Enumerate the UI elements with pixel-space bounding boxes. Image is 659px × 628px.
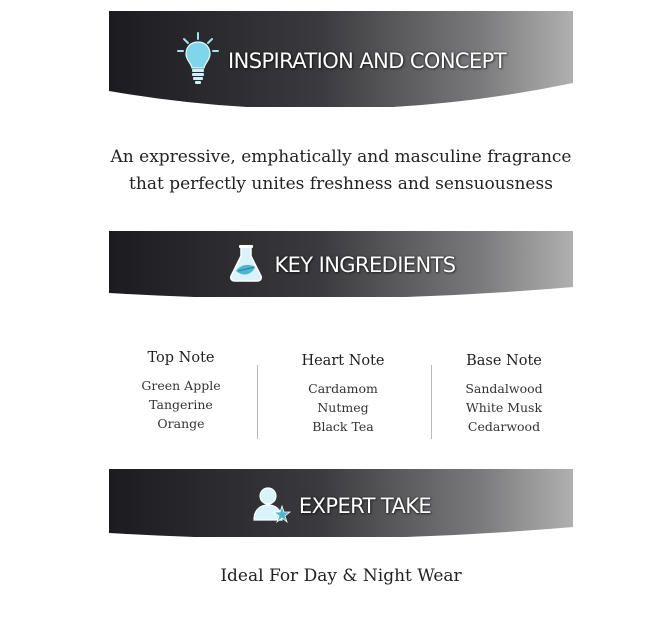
expert-take-text: Ideal For Day & Night Wear [220,566,462,586]
note-item: Nutmeg [317,400,369,415]
note-item: Black Tea [312,419,374,434]
note-item: Cardamom [308,381,378,396]
heart-note-column [273,353,413,436]
notes-table [109,350,573,445]
lightbulb-icon [176,31,220,91]
ingredients-banner [109,231,573,297]
note-item: Tangerine [149,397,213,412]
expert-title: EXPERT TAKE [298,494,432,518]
flask-leaf-icon [226,243,266,287]
top-note-column [111,350,251,433]
concept-line-2: that perfectly unites freshness and sensuousness [129,174,553,194]
note-item: Cedarwood [467,419,541,434]
column-divider [431,365,432,439]
base-note-column [434,353,574,436]
note-item: Green Apple [141,378,221,393]
inspiration-banner [109,11,573,107]
concept-description [109,144,573,198]
base-note-title: Base Note [466,353,542,369]
note-item: Orange [157,416,205,431]
expert-banner [109,469,573,537]
heart-note-title: Heart Note [301,353,385,369]
inspiration-title: INSPIRATION AND CONCEPT [228,49,506,73]
expert-user-star-icon [251,484,291,528]
top-note-title: Top Note [147,350,215,366]
column-divider [257,365,258,439]
note-item: Sandalwood [465,381,543,396]
ingredients-title: KEY INGREDIENTS [274,253,456,277]
concept-line-1: An expressive, emphatically and masculine fragrance [110,147,572,167]
note-item: White Musk [465,400,543,415]
